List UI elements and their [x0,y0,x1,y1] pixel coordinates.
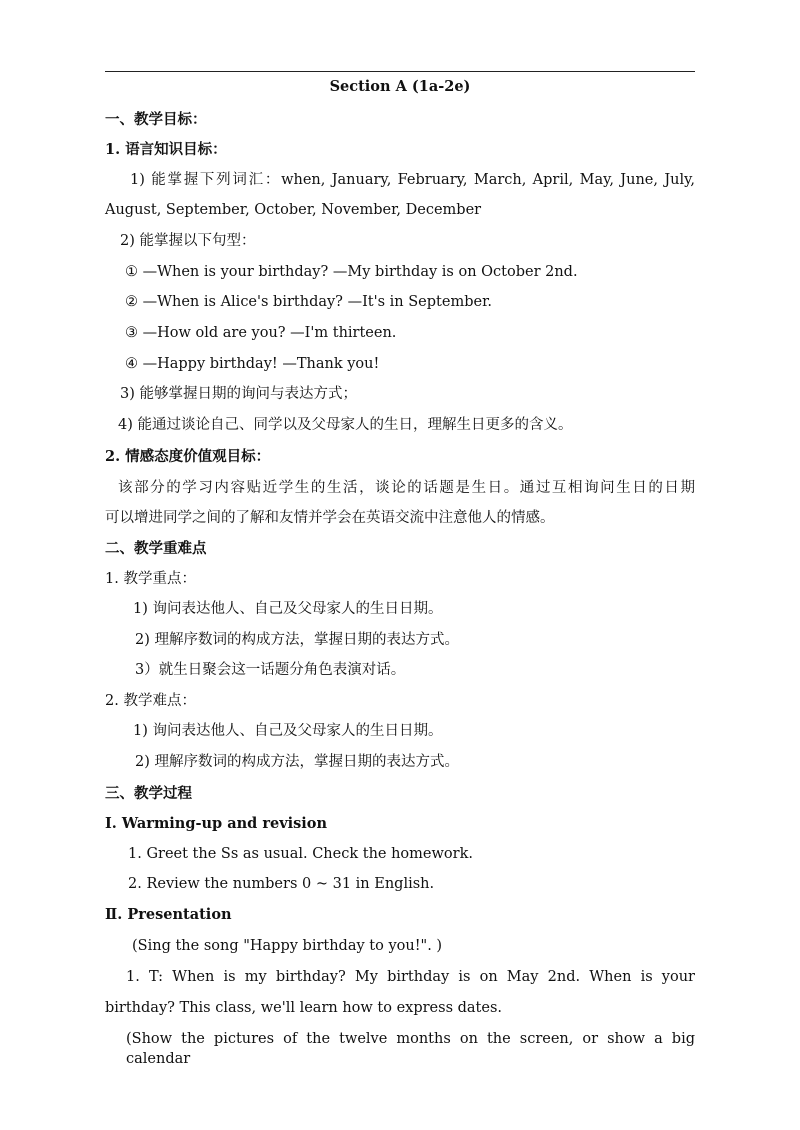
step-presentation-heading: Ⅱ. Presentation [105,906,232,923]
vocab-line-continued: August, September, October, November, December [105,202,482,218]
sentence-pattern-2: ② —When is Alice's birthday? —It's in September. [125,294,493,310]
difficult-point-2: 2) 理解序数词的构成方法，掌握日期的表达方式。 [135,754,459,770]
difficult-point-1: 1) 询问表达他人、自己及父母家人的生日日期。 [133,723,443,739]
emotional-paragraph-line-1: 该部分的学习内容贴近学生的生活，谈论的话题是生日。通过互相询问生日的日期 [118,480,695,496]
key-point-1: 1) 询问表达他人、自己及父母家人的生日日期。 [133,601,443,617]
step-warming-up-heading: Ⅰ. Warming-up and revision [105,815,328,832]
presentation-note-line: (Show the pictures of the twelve months on the screen, or show a big calendar [126,1031,695,1067]
subheading-emotional-values: 2. 情感态度价值观目标： [105,448,271,465]
warming-up-item-2: 2. Review the numbers 0 ~ 31 in English. [128,876,435,892]
presentation-item-1-line-2: birthday? This class, we'll learn how to express dates. [105,1000,503,1016]
warming-up-item-1: 1. Greet the Ss as usual. Check the homework. [128,846,473,862]
heading-teaching-objectives: 一、教学目标： [105,111,207,128]
emotional-paragraph-line-2: 可以增进同学之间的了解和友情并学会在英语交流中注意他人的情感。 [105,510,555,526]
sentence-patterns-label: 2) 能掌握以下句型： [120,233,256,249]
objective-item-3: 3) 能够掌握日期的询问与表达方式； [120,386,357,402]
heading-teaching-process: 三、教学过程 [105,785,192,802]
key-point-2: 2) 理解序数词的构成方法，掌握日期的表达方式。 [135,632,459,648]
section-title: Section A (1a-2e) [329,78,471,95]
sentence-pattern-4: ④ —Happy birthday! —Thank you! [125,356,380,372]
key-points-label: 1. 教学重点： [105,571,196,587]
header-rule [105,71,695,72]
sentence-pattern-1: ① —When is your birthday? —My birthday is on October 2nd. [125,264,578,280]
presentation-item-1-line-1: 1. T: When is my birthday? My birthday is on May 2nd. When is your [126,969,695,985]
objective-item-4: 4) 能通过谈论自己、同学以及父母家人的生日，理解生日更多的含义。 [118,417,573,433]
presentation-song-note: (Sing the song "Happy birthday to you!". ) [132,938,443,954]
difficult-points-label: 2. 教学难点： [105,693,196,709]
sentence-pattern-3: ③ —How old are you? —I'm thirteen. [125,325,397,341]
heading-key-difficult-points: 二、教学重难点 [105,540,207,557]
vocab-line: 1) 能掌握下列词汇：when, January, February, March, April, May, June, July, [130,172,695,188]
subheading-language-knowledge: 1. 语言知识目标： [105,141,227,158]
key-point-3: 3）就生日聚会这一话题分角色表演对话。 [135,662,406,678]
